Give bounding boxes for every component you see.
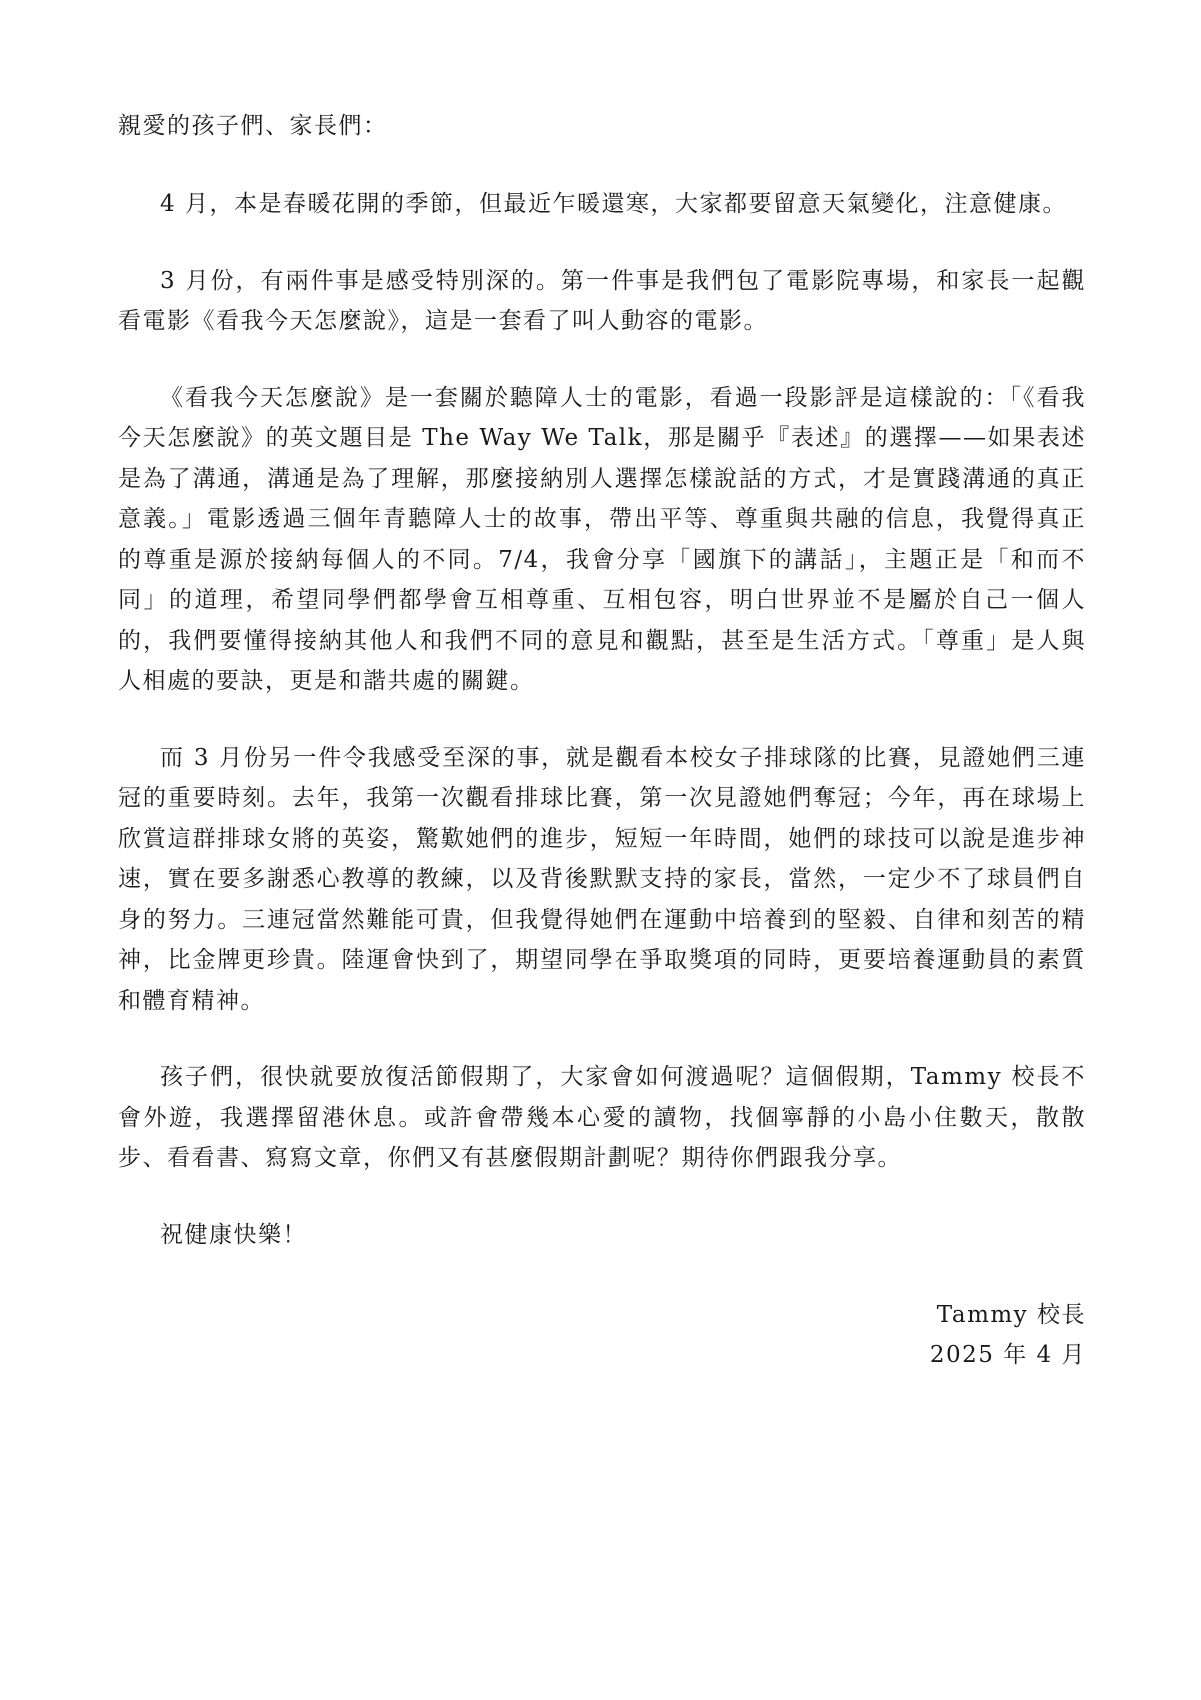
signature-block (118, 1295, 1086, 1375)
signature-date: 2025 年 4 月 (929, 1341, 1086, 1368)
paragraph-movie-event: 3 月份，有兩件事是感受特別深的。第一件事是我們包了電影院專場，和家長一起觀看電影《看我今天怎麼說》，這是一套看了叫人動容的電影。 (118, 267, 1086, 334)
letter-body (118, 106, 1086, 1375)
salutation: 親愛的孩子們、家長們： (118, 113, 388, 139)
signature-name: Tammy 校長 (936, 1301, 1086, 1328)
paragraph-weather: 4 月，本是春暖花開的季節，但最近乍暖還寒，大家都要留意天氣變化，注意健康。 (160, 191, 1067, 217)
paragraph-movie-review: 《看我今天怎麼說》是一套關於聽障人士的電影，看過一段影評是這樣說的：「《看我今天怎麼說》的英文題目是 The Way We Talk，那是關乎『表述』的選擇——如果表述是為了溝通，溝通是為了理解，那麼接納別人選擇怎樣說話的方式，才是實踐溝通的真正意義。」電影透過三個年青聽障人士的故事，帶出平等、尊重與共融的信息，我覺得真正的尊重是源於接納每個人的不同。7/4，我會分享「國旗下的講話」，主題正是「和而不同」的道理，希望同學們都學會互相尊重、互相包容，明白世界並不是屬於自己一個人的，我們要懂得接納其他人和我們不同的意見和觀點，甚至是生活方式。「尊重」是人與人相處的要訣，更是和諧共處的關鍵。 (118, 384, 1086, 694)
paragraph-easter-holiday: 孩子們，很快就要放復活節假期了，大家會如何渡過呢？這個假期，Tammy 校長不會外遊，我選擇留港休息。或許會帶幾本心愛的讀物，找個寧靜的小島小住數天，散散步、看看書、寫寫文章，你們又有甚麼假期計劃呢？期待你們跟我分享。 (118, 1064, 1086, 1171)
closing-wish: 祝健康快樂！ (160, 1221, 307, 1248)
paragraph-volleyball: 而 3 月份另一件令我感受至深的事，就是觀看本校女子排球隊的比賽，見證她們三連冠的重要時刻。去年，我第一次觀看排球比賽，第一次見證她們奪冠；今年，再在球場上欣賞這群排球女將的英姿，驚歎她們的進步，短短一年時間，她們的球技可以說是進步神速，實在要多謝悉心教導的教練，以及背後默默支持的家長，當然，一定少不了球員們自身的努力。三連冠當然難能可貴，但我覺得她們在運動中培養到的堅毅、自律和刻苦的精神，比金牌更珍貴。陸運會快到了，期望同學在爭取獎項的同時，更要培養運動員的素質和體育精神。 (118, 744, 1086, 1014)
